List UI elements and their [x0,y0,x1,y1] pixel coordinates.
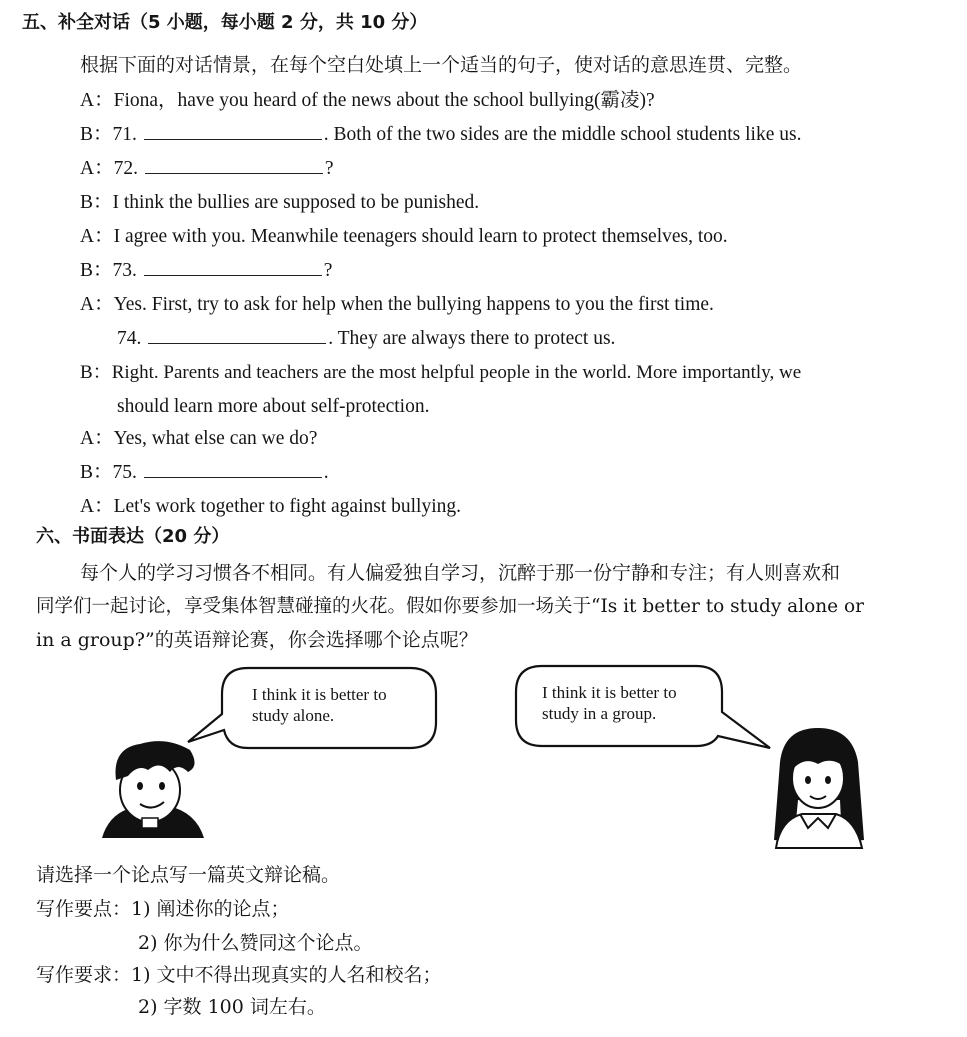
dialogue-text: . Both of the two sides are the middle school students like us. [323,124,802,145]
section6-title: 六、书面表达（20 分） [36,526,230,547]
speaker-label: B： [80,124,113,145]
section6-paragraph-line-2: 同学们一起讨论，享受集体智慧碰撞的火花。假如你要参加一场关于“Is it better to study alone or [36,596,864,617]
dialogue-text: Right. Parents and teachers are the most helpful people in the world. More importantly, we [111,362,802,383]
speaker-label: A： [80,428,114,449]
question-number-72: 72. [113,158,138,179]
girl-cartoon-icon [774,728,864,848]
writing-task: 请选择一个论点写一篇英文辩论稿。 [36,864,341,886]
dialogue-text: . [323,462,329,483]
right-bubble-line-2: study in a group. [542,704,657,723]
speaker-label: A： [80,90,114,111]
boy-cartoon-icon [102,741,204,838]
dialogue-text: Let's work together to fight against bullying. [113,496,462,517]
writing-point-2: 2) 你为什么赞同这个论点。 [138,932,373,954]
speaker-label: B： [80,362,112,383]
speaker-label: B： [80,462,113,483]
dialogue-text: ? [323,260,333,281]
speaker-label: A： [80,294,114,315]
speaker-label: B： [80,192,113,213]
dialogue-text: Yes. First, try to ask for help when the bullying happens to you the first time. [113,294,714,315]
writing-requirements-label: 写作要求： [36,964,132,986]
section5-title: 五、补全对话（5 小题，每小题 2 分，共 10 分） [22,12,428,33]
writing-point-1: 1) 阐述你的论点； [131,898,290,920]
speaker-label: A： [80,226,114,247]
dialogue-line-10: should learn more about self-protection. [117,396,430,417]
section5-instruction: 根据下面的对话情景，在每个空白处填上一个适当的句子，使对话的意思连贯、完整。 [80,54,803,76]
question-number-73: 73. [112,260,137,281]
left-bubble-line-2: study alone. [252,706,335,725]
left-bubble-text [252,684,387,726]
question-number-75: 75. [112,462,137,483]
writing-points-row-1 [36,900,290,919]
right-bubble-line-1: I think it is better to [542,683,677,702]
section6-paragraph-line-3: in a group?”的英语辩论赛，你会选择哪个论点呢？ [36,629,478,651]
writing-points-label: 写作要点： [36,898,132,920]
speaker-label: A： [80,496,114,517]
right-bubble-text [542,682,677,724]
dialogue-text: ? [324,158,334,179]
dialogue-text: Fiona，have you heard of the news about the school bullying(霸凌)? [113,90,655,111]
section6-paragraph-line-1: 每个人的学习习惯各不相同。有人偏爱独自学习，沉醉于那一份宁静和专注；有人则喜欢和 [80,562,841,584]
dialogue-text: . They are always there to protect us. [328,328,616,349]
left-bubble-line-1: I think it is better to [252,685,387,704]
speaker-label: A： [80,158,114,179]
dialogue-text: Yes, what else can we do? [113,428,318,449]
question-number-74: 74. [117,328,142,349]
writing-requirement-2: 2) 字数 100 词左右。 [138,996,326,1018]
dialogue-text: I agree with you. Meanwhile teenagers should learn to protect themselves, too. [113,226,728,247]
question-number-71: 71. [112,124,137,145]
writing-requirements-row-1 [36,966,442,985]
dialogue-text: I think the bullies are supposed to be punished. [112,192,480,213]
speaker-label: B： [80,260,113,281]
writing-requirement-1: 1) 文中不得出现真实的人名和校名； [131,964,442,986]
